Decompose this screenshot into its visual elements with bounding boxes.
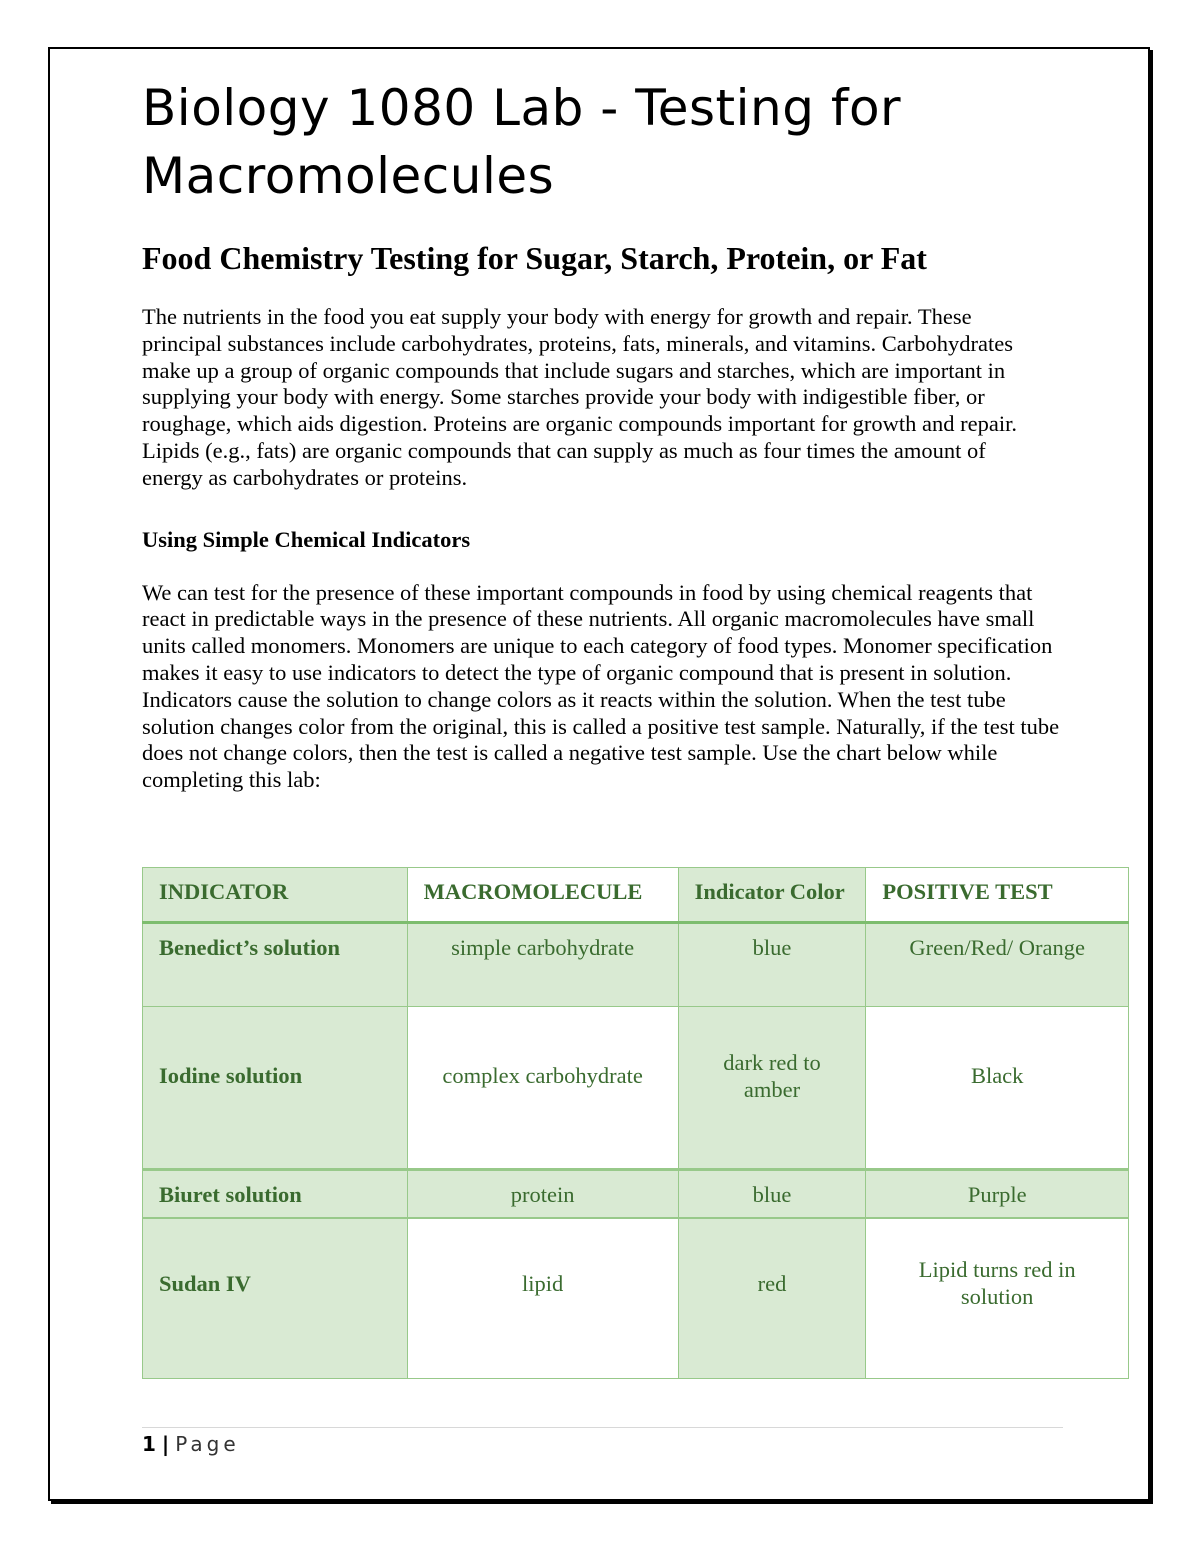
indicators-paragraph: We can test for the presence of these important compounds in food by using chemical reagents that react in predictable ways in the presence of these nutrients. All organic macromolecules have small units called monomers. Monomers are unique to each category of food types. Monomer specification makes it easy to use indicators to detect the type of organic compound that is present in solution. Indicators cause the solution to change colors as it reacts within the solution. When the test tube solution changes color from the original, this is called a positive test sample. Naturally, if the test tube does not change colors, then the test is called a negative test sample. Use the chart below while completing this lab:	[142, 579, 1060, 793]
page-number: 1	[142, 1432, 156, 1456]
cell-indicator-color: blue	[678, 923, 866, 1007]
footer-divider	[142, 1427, 1063, 1428]
header-indicator: INDICATOR	[143, 868, 408, 923]
table-row	[143, 1170, 1129, 1218]
document-title: Biology 1080 Lab - Testing for Macromolecules	[142, 79, 902, 205]
cell-positive-test: Green/Red/ Orange	[866, 923, 1129, 1007]
table-row	[143, 1007, 1129, 1170]
header-indicator-color: Indicator Color	[678, 868, 866, 923]
indicator-chart	[142, 867, 1129, 1379]
footer-separator: |	[161, 1432, 170, 1456]
cell-positive-test: Purple	[866, 1170, 1129, 1218]
page-label: Page	[175, 1432, 240, 1456]
cell-positive-test: Black	[866, 1007, 1129, 1170]
cell-macromolecule: complex carbohydrate	[407, 1007, 678, 1170]
table-row	[143, 1218, 1129, 1379]
cell-indicator: Biuret solution	[143, 1170, 408, 1218]
intro-paragraph: The nutrients in the food you eat supply your body with energy for growth and repair. These principal substances include carbohydrates, proteins, fats, minerals, and vitamins. Carbohydrates make up a group of organic compounds that include sugars and starches, which are important in supplying your body with energy. Some starches provide your body with indigestible fiber, or roughage, which aids digestion. Proteins are organic compounds important for growth and repair. Lipids (e.g., fats) are organic compounds that can supply as much as four times the amount of energy as carbohydrates or proteins.	[142, 304, 1018, 490]
page-footer	[142, 1432, 240, 1456]
cell-indicator-color: dark red to amber	[678, 1007, 866, 1170]
cell-indicator-color: blue	[678, 1170, 866, 1218]
cell-macromolecule: simple carbohydrate	[407, 923, 678, 1007]
header-macromolecule: MACROMOLECULE	[407, 868, 678, 923]
cell-indicator: Benedict’s solution	[143, 923, 408, 1007]
table-header-row	[143, 868, 1129, 923]
document-subtitle: Food Chemistry Testing for Sugar, Starch, Protein, or Fat	[142, 240, 927, 276]
table-row	[143, 923, 1129, 1007]
cell-indicator: Sudan IV	[143, 1218, 408, 1379]
cell-indicator: Iodine solution	[143, 1007, 408, 1170]
cell-macromolecule: protein	[407, 1170, 678, 1218]
cell-macromolecule: lipid	[407, 1218, 678, 1379]
document-body	[142, 74, 1132, 794]
section-heading: Using Simple Chemical Indicators	[142, 526, 471, 552]
header-positive-test: POSITIVE TEST	[866, 868, 1129, 923]
cell-indicator-color: red	[678, 1218, 866, 1379]
cell-positive-test: Lipid turns red in solution	[866, 1218, 1129, 1379]
